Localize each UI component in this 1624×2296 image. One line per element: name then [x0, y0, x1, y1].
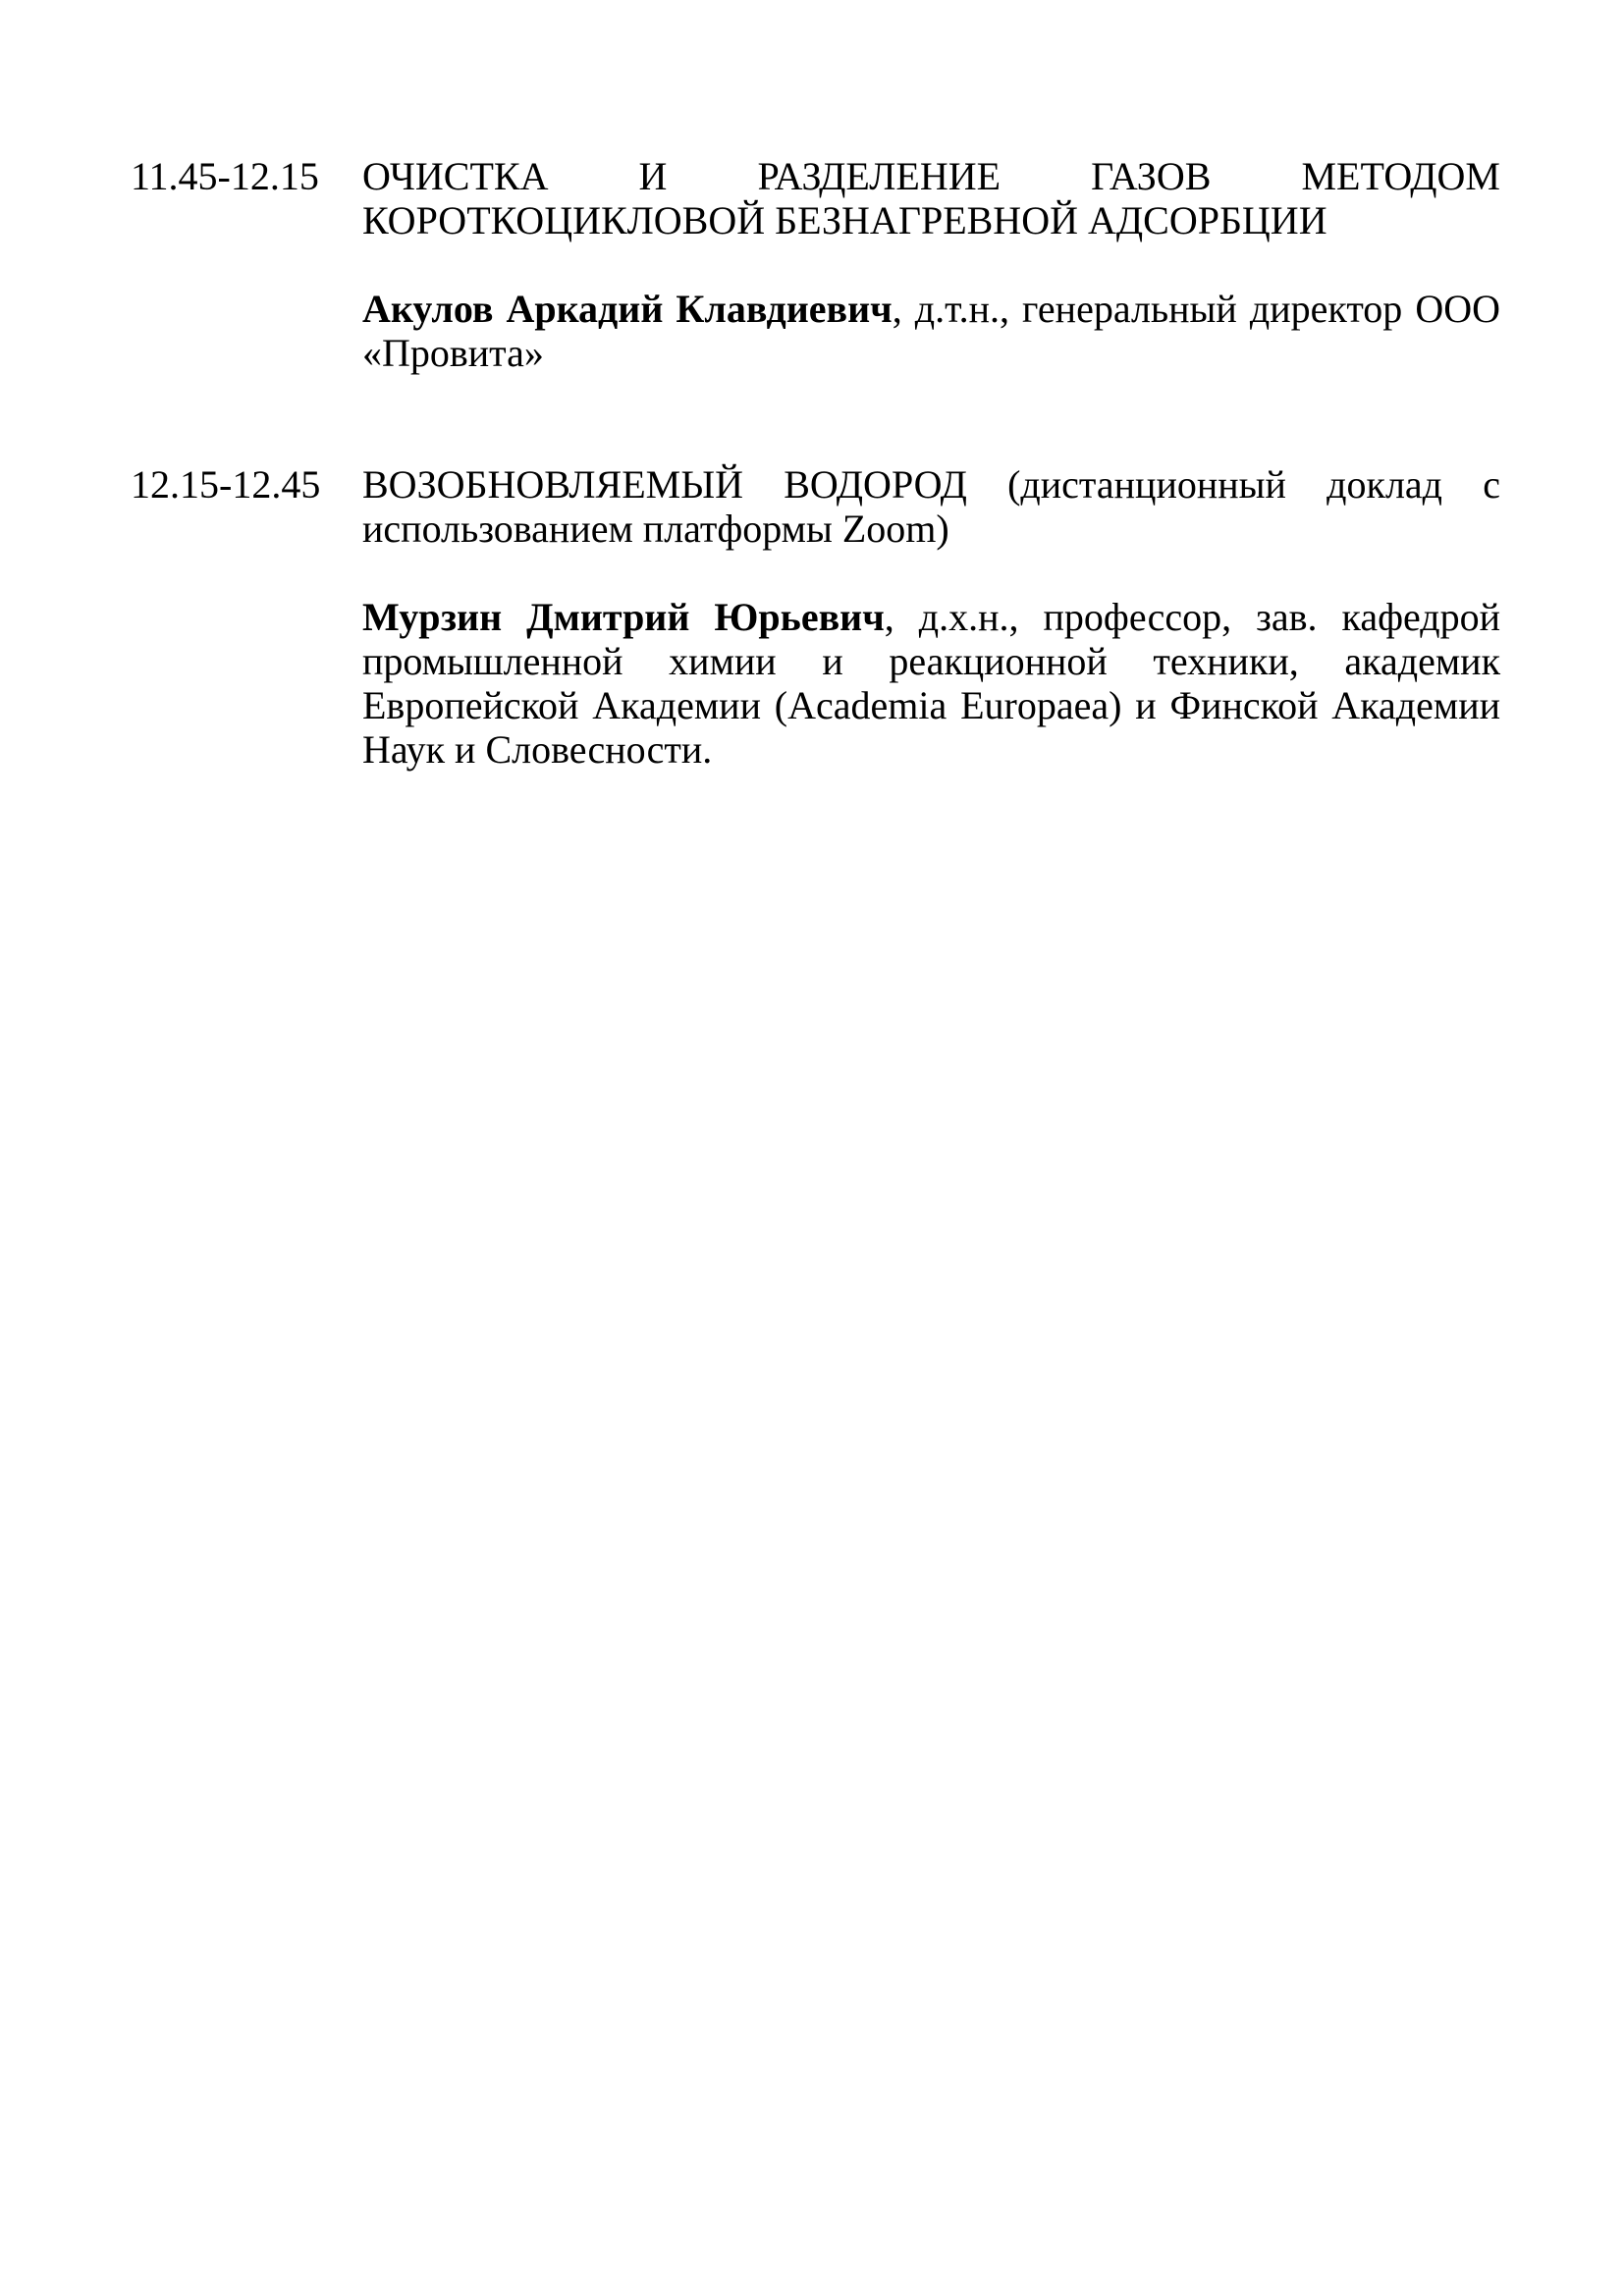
session-content: [362, 154, 1500, 375]
session-time: 11.45-12.15: [131, 154, 319, 198]
talk-title: ОЧИСТКА И РАЗДЕЛЕНИЕ ГАЗОВ МЕТОДОМ КОРОТКОЦИКЛОВОЙ БЕЗНАГРЕВНОЙ АДСОРБЦИИ: [362, 154, 1500, 242]
speaker-name: Мурзин Дмитрий Юрьевич: [362, 595, 885, 639]
speaker-details: , д.т.н., генеральный директор ООО «Провита»: [362, 287, 1500, 375]
session-time: 12.15-12.45: [131, 462, 321, 507]
speaker-info: [362, 595, 1500, 772]
speaker-info: [362, 287, 1500, 375]
session-content: [362, 462, 1500, 772]
talk-title: ВОЗОБНОВЛЯЕМЫЙ ВОДОРОД (дистанционный доклад с использованием платформы Zoom): [362, 462, 1500, 551]
speaker-name: Акулов Аркадий Клавдиевич: [362, 287, 893, 331]
speaker-details: , д.х.н., профессор, зав. кафедрой промышленной химии и реакционной техники, академик Европейской Академии (Academia Europaea) и Финской Академии Наук и Словесности.: [362, 595, 1500, 772]
